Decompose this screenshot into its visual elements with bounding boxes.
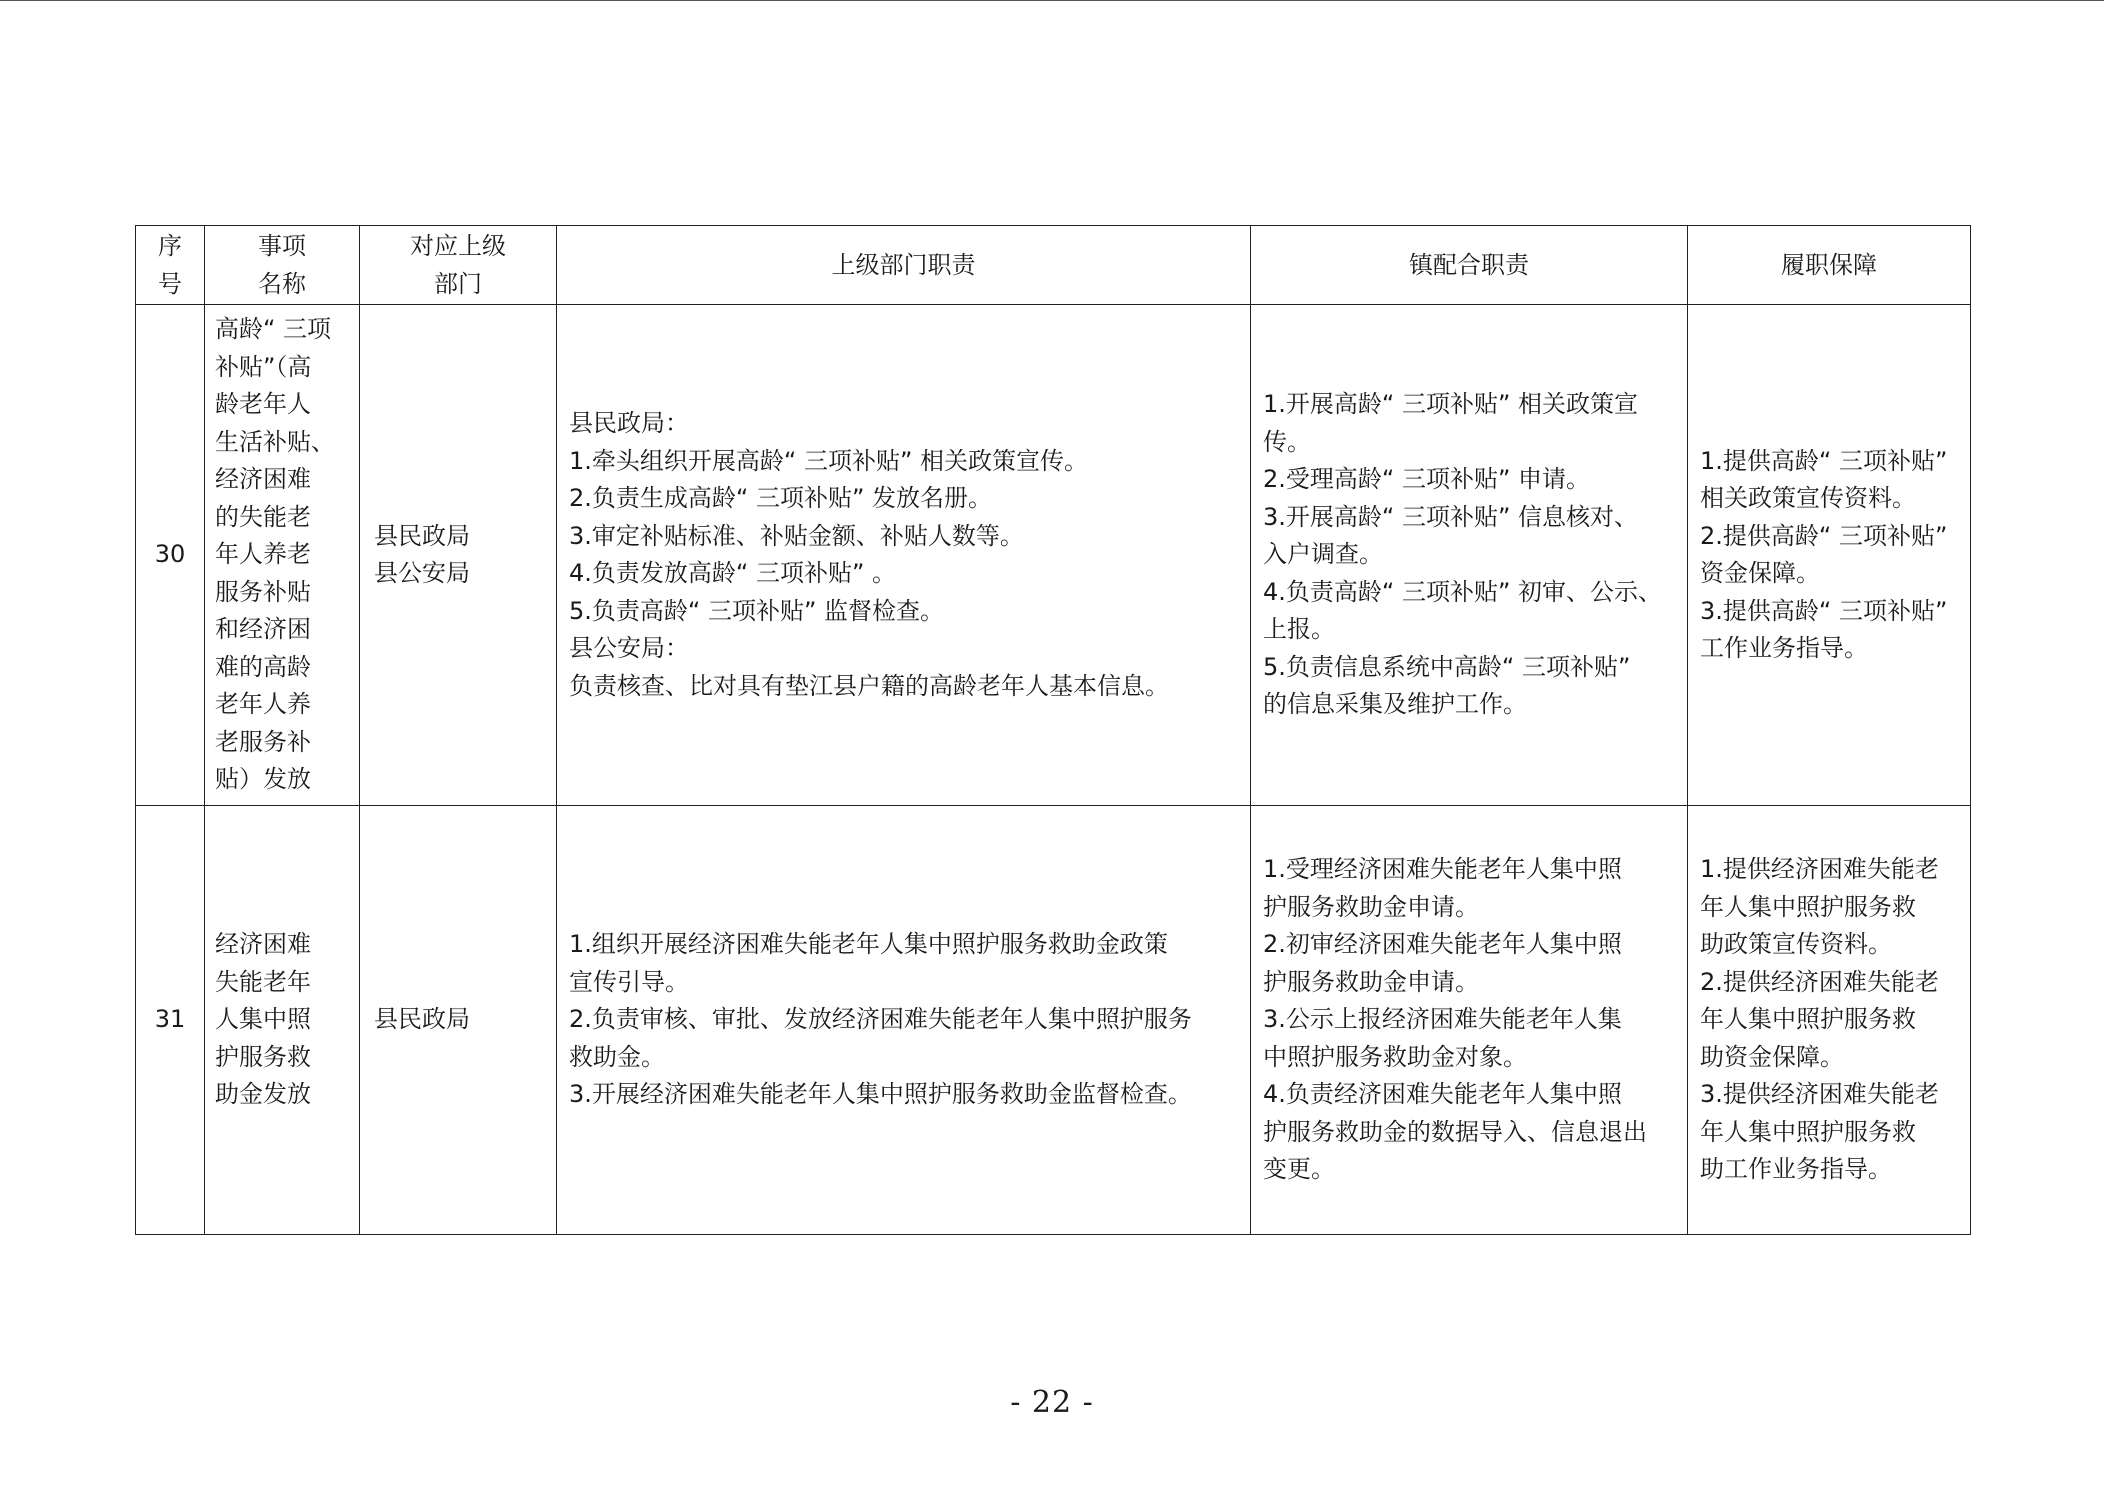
row-number: 31: [136, 806, 205, 1235]
town-duty-cell: 1.开展高龄“ 三项补贴” 相关政策宣 传。 2.受理高龄“ 三项补贴” 申请。 3.开展高龄“ 三项补贴” 信息核对、 入户调查。 4.负责高龄“ 三项补贴” 初审、公示、 上报。 5.负责信息系统中高龄“ 三项补贴” 的信息采集及维护工作。: [1251, 305, 1688, 806]
town-duty-cell: 1.受理经济困难失能老年人集中照 护服务救助金申请。 2.初审经济困难失能老年人集中照 护服务救助金申请。 3.公示上报经济困难失能老年人集 中照护服务救助金对象。 4.负责经济困难失能老年人集中照 护服务救助金的数据导入、信息退出 变更。: [1251, 806, 1688, 1235]
item-name-cell: 高龄“ 三项 补贴”（高 龄老年人 生活补贴、 经济困难 的失能老 年人养老 服务补贴 和经济困 难的高龄 老年人养 老服务补 贴）发放: [205, 305, 360, 806]
table-row: [136, 305, 1971, 806]
duty-table: [135, 225, 1971, 1235]
table-header-row: [136, 226, 1971, 305]
upper-dept-cell: 县民政局 县公安局: [360, 305, 557, 806]
guarantee-cell: 1.提供高龄“ 三项补贴” 相关政策宣传资料。 2.提供高龄“ 三项补贴” 资金保障。 3.提供高龄“ 三项补贴” 工作业务指导。: [1688, 305, 1971, 806]
table-row: [136, 806, 1971, 1235]
header-item-name: 事项 名称: [205, 226, 360, 305]
upper-duty-cell: 县民政局： 1.牵头组织开展高龄“ 三项补贴” 相关政策宣传。 2.负责生成高龄“ 三项补贴” 发放名册。 3.审定补贴标准、补贴金额、补贴人数等。 4.负责发放高龄“ 三项补贴” 。 5.负责高龄“ 三项补贴” 监督检查。 县公安局： 负责核查、比对具有垫江县户籍的高龄老年人基本信息。: [557, 305, 1251, 806]
header-no: 序 号: [136, 226, 205, 305]
page-top-border: [0, 0, 2104, 1]
item-name-cell: 经济困难 失能老年 人集中照 护服务救 助金发放: [205, 806, 360, 1235]
upper-dept-cell: 县民政局: [360, 806, 557, 1235]
header-guarantee: 履职保障: [1688, 226, 1971, 305]
page-number: - 22 -: [1010, 1385, 1094, 1420]
upper-duty-cell: 1.组织开展经济困难失能老年人集中照护服务救助金政策 宣传引导。 2.负责审核、审批、发放经济困难失能老年人集中照护服务 救助金。 3.开展经济困难失能老年人集中照护服务救助金监督检查。: [557, 806, 1251, 1235]
guarantee-cell: 1.提供经济困难失能老 年人集中照护服务救 助政策宣传资料。 2.提供经济困难失能老 年人集中照护服务救 助资金保障。 3.提供经济困难失能老 年人集中照护服务救 助工作业务指导。: [1688, 806, 1971, 1235]
header-upper-dept: 对应上级 部门: [360, 226, 557, 305]
row-number: 30: [136, 305, 205, 806]
header-upper-duty: 上级部门职责: [557, 226, 1251, 305]
header-town-duty: 镇配合职责: [1251, 226, 1688, 305]
